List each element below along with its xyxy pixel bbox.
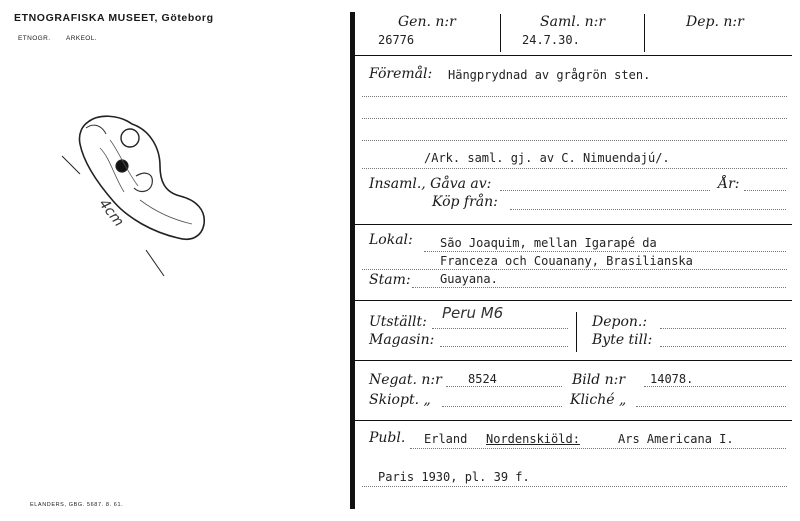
publ-line-2: Paris 1930, pl. 39 f. <box>378 470 530 484</box>
byte-dots <box>660 346 786 347</box>
publ-title: Ars Americana I. <box>618 432 734 446</box>
publ-dots-1 <box>410 448 786 449</box>
kliche-dots <box>636 406 786 407</box>
negat-dots <box>446 386 562 387</box>
lokal-label: Lokal: <box>369 232 413 248</box>
printer-line: ELANDERS, GBG. 5687. 8. 61. <box>30 502 124 508</box>
magasin-label: Magasin: <box>369 332 435 348</box>
section-rule-3 <box>355 360 792 361</box>
pendant-limb <box>134 173 152 191</box>
pendant-sketch <box>40 100 270 300</box>
storage-divider <box>576 312 577 352</box>
kop-line <box>510 209 786 210</box>
saml-label: Saml. n:r <box>540 14 606 30</box>
section-rule-1 <box>355 224 792 225</box>
pendant-eye <box>116 160 128 172</box>
scale-tick-bottom <box>146 250 164 276</box>
section-rule-4 <box>355 420 792 421</box>
kop-label: Köp från: <box>432 194 498 210</box>
utstallt-value: Peru M6 <box>442 304 504 322</box>
skiopt-dots <box>442 406 562 407</box>
lokal-dots-2 <box>362 269 787 270</box>
foremal-line-4 <box>362 140 787 141</box>
dept-arkeol: ARKEOL. <box>66 35 97 42</box>
ar-line <box>744 190 786 191</box>
scale-tick-top <box>62 156 80 174</box>
foremal-label: Föremål: <box>369 66 433 82</box>
ark-note: /Ark. saml. gj. av C. Nimuendajú/. <box>424 151 670 165</box>
foremal-value: Hängprydnad av grågrön sten. <box>448 68 651 82</box>
pendant-hole-top <box>121 129 139 147</box>
lokal-line-1: São Joaquim, mellan Igarapé da <box>440 236 657 250</box>
dept-etnogr: ETNOGR. <box>18 35 51 42</box>
pendant-detail <box>86 125 106 134</box>
header-divider-2 <box>644 14 645 52</box>
scale-note: 4cm <box>95 196 127 230</box>
publ-dots-2 <box>362 486 787 487</box>
publ-author-last: Nordenskiöld: <box>486 432 580 446</box>
lokal-line-2: Franceza och Couanany, Brasilianska <box>440 254 693 268</box>
section-rule-2 <box>355 300 792 301</box>
skiopt-label: Skiopt. „ <box>369 392 431 408</box>
depon-dots <box>660 328 786 329</box>
ar-label: År: <box>718 176 740 192</box>
insaml-label: Insaml., Gåva av: <box>369 176 492 192</box>
bild-value: 14078. <box>650 372 694 386</box>
gen-value: 26776 <box>378 33 415 47</box>
negat-label: Negat. n:r <box>369 372 442 388</box>
bild-dots <box>644 386 786 387</box>
saml-value: 24.7.30. <box>522 33 580 47</box>
bild-label: Bild n:r <box>572 372 626 388</box>
header-divider-1 <box>500 14 501 52</box>
depon-label: Depon.: <box>592 314 648 330</box>
negat-value: 8524 <box>468 372 497 386</box>
pendant-outline <box>79 116 204 239</box>
card-border <box>350 12 355 509</box>
stam-value: Guayana. <box>440 272 498 286</box>
publ-author-first: Erland <box>424 432 468 446</box>
utstallt-label: Utställt: <box>369 314 427 330</box>
foremal-line-3 <box>362 118 787 119</box>
utstallt-dots <box>432 328 568 329</box>
byte-label: Byte till: <box>592 332 653 348</box>
stam-dots <box>412 287 786 288</box>
dep-label: Dep. n:r <box>686 14 744 30</box>
foremal-line-2 <box>362 96 787 97</box>
insaml-line <box>500 190 710 191</box>
header-rule <box>355 55 792 56</box>
gen-label: Gen. n:r <box>398 14 456 30</box>
stam-label: Stam: <box>369 272 411 288</box>
museum-name: ETNOGRAFISKA MUSEET, Göteborg <box>14 12 214 24</box>
foremal-line-5 <box>362 168 787 169</box>
publ-label: Publ. <box>369 430 406 446</box>
magasin-dots <box>440 346 568 347</box>
kliche-label: Kliché „ <box>570 392 627 408</box>
lokal-dots-1 <box>424 251 786 252</box>
